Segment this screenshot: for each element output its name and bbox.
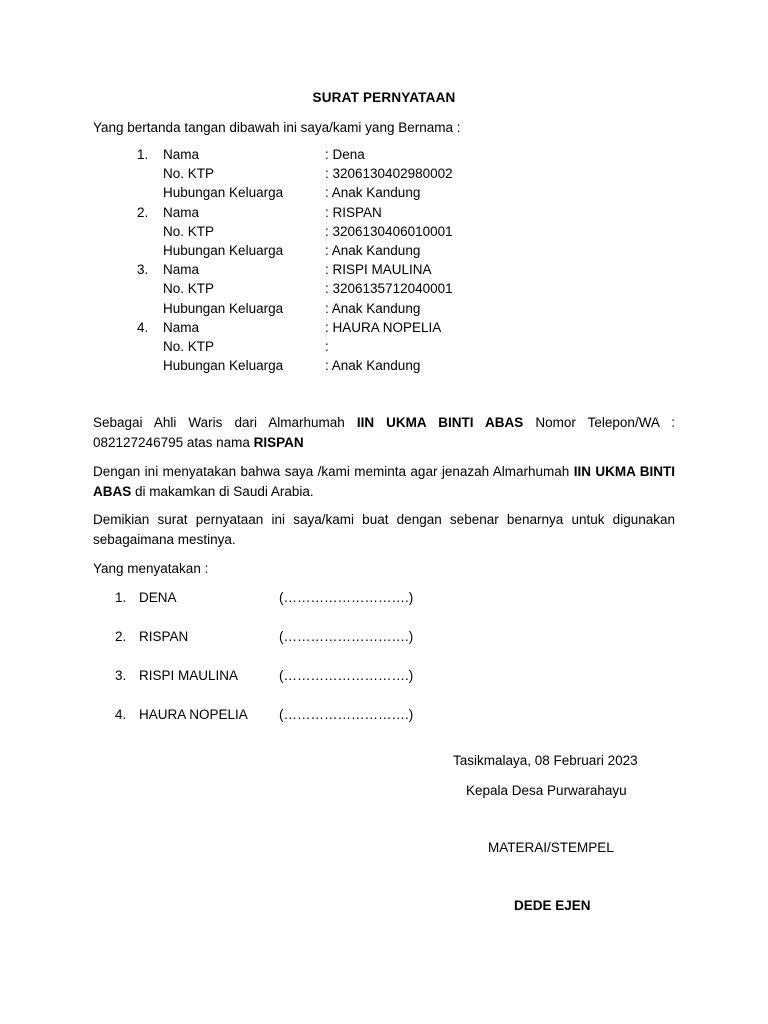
list-item (115, 705, 515, 744)
field-label: No. KTP (163, 223, 215, 239)
signature-line: (……………………….) (279, 629, 414, 644)
document-title: SURAT PERNYATAAN (312, 90, 456, 105)
field-label: No. KTP (163, 281, 215, 297)
signer-name: RISPAN (139, 629, 189, 644)
heir-paragraph (93, 413, 675, 453)
signer-name: DENA (139, 590, 177, 605)
item-number: 4. (115, 707, 127, 722)
stamp-placeholder: MATERAI/STEMPEL (488, 840, 614, 855)
item-number: 3. (115, 668, 127, 683)
field-value: : RISPI MAULINA (325, 262, 432, 278)
field-label: Nama (163, 204, 200, 220)
list-item (137, 203, 537, 261)
field-label: No. KTP (163, 166, 215, 182)
item-number: 4. (137, 319, 149, 335)
request-paragraph (93, 462, 675, 502)
field-label: Nama (163, 319, 200, 335)
field-label: Hubungan Keluarga (163, 358, 284, 374)
field-label: Nama (163, 147, 200, 162)
signers-list (115, 588, 515, 744)
contact-name: RISPAN (253, 435, 304, 450)
list-item (137, 145, 537, 203)
field-value: : Anak Kandung (325, 358, 421, 374)
deceased-name: IIN UKMA BINTI ABAS (93, 464, 675, 499)
field-label: Hubungan Keluarga (163, 242, 284, 258)
list-item (115, 588, 515, 627)
signer-heading: Yang menyatakan : (93, 561, 209, 576)
item-number: 2. (137, 204, 149, 220)
village-head-name: DEDE EJEN (514, 898, 591, 913)
item-number: 2. (115, 629, 127, 644)
intro-text: Yang bertanda tangan dibawah ini saya/kami yang Bernama : (93, 120, 461, 135)
paragraph-text: di makamkan di Saudi Arabia. (131, 484, 314, 499)
field-value: : Dena (325, 147, 365, 162)
field-value: : (325, 338, 329, 354)
signer-name: HAURA NOPELIA (139, 707, 248, 722)
field-label: Hubungan Keluarga (163, 185, 284, 201)
paragraph-text: Sebagai Ahli Waris dari Almarhumah (93, 415, 357, 430)
signature-line: (……………………….) (279, 590, 414, 605)
list-item (115, 627, 515, 666)
item-number: 3. (137, 262, 149, 278)
list-item (115, 666, 515, 705)
field-value: : Anak Kandung (325, 300, 421, 316)
paragraph-text: Nomor Telepon/WA : 082127246795 atas nama (93, 415, 675, 450)
item-number: 1. (137, 147, 149, 162)
field-value: : 3206135712040001 (325, 281, 453, 297)
place-date: Tasikmalaya, 08 Februari 2023 (453, 753, 638, 768)
field-value: : 3206130402980002 (325, 166, 453, 182)
field-value: : RISPAN (325, 204, 382, 220)
closing-paragraph: Demikian surat pernyataan ini saya/kami buat dengan sebenar benarnya untuk digunakan sebagaimana mestinya. (93, 512, 675, 547)
list-item (137, 260, 537, 318)
village-head-title: Kepala Desa Purwarahayu (466, 783, 627, 798)
field-value: : Anak Kandung (325, 242, 421, 258)
field-value: : HAURA NOPELIA (325, 319, 442, 335)
field-label: Hubungan Keluarga (163, 300, 284, 316)
signer-name: RISPI MAULINA (139, 668, 239, 683)
field-value: : Anak Kandung (325, 185, 421, 201)
item-number: 1. (115, 590, 127, 605)
list-item (137, 318, 537, 376)
signature-line: (……………………….) (279, 668, 414, 683)
persons-list (137, 145, 537, 375)
field-label: Nama (163, 262, 200, 278)
paragraph-text: Dengan ini menyatakan bahwa saya /kami meminta agar jenazah Almarhumah (93, 464, 574, 479)
field-label: No. KTP (163, 338, 215, 354)
signature-line: (……………………….) (279, 707, 414, 722)
deceased-name: IIN UKMA BINTI ABAS (356, 415, 524, 430)
field-value: : 3206130406010001 (325, 223, 453, 239)
